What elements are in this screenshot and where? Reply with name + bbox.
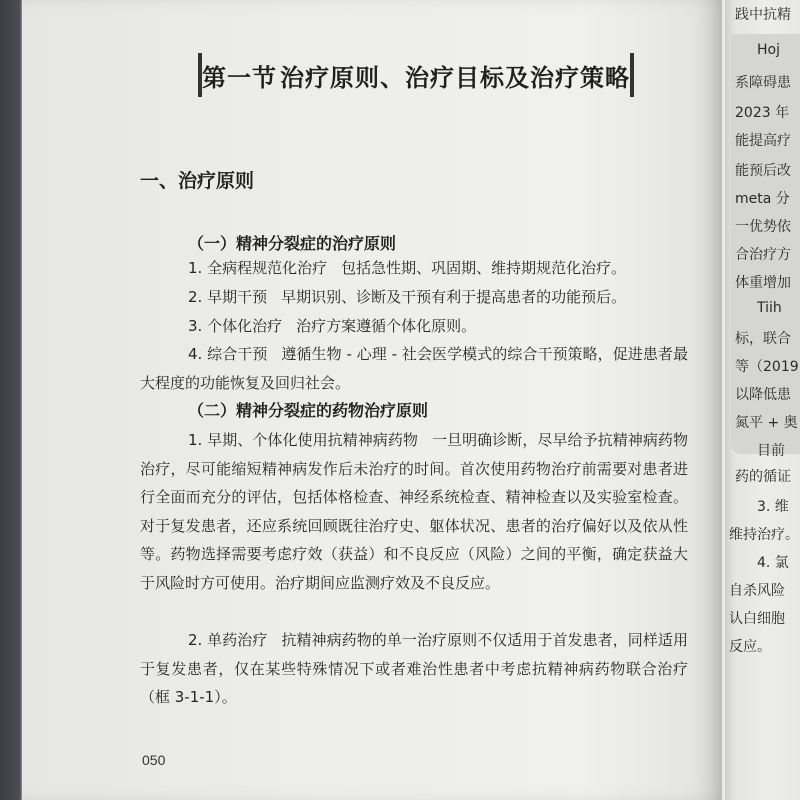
principle-text: 早期识别、诊断及干预有利于提高患者的功能预后。 bbox=[281, 288, 627, 306]
drug-principle-item bbox=[140, 426, 688, 598]
drug-principle-label: 1. 早期、个体化使用抗精神病药物 bbox=[188, 431, 418, 449]
sub-heading-drug-principles: （二）精神分裂症的药物治疗原则 bbox=[188, 401, 429, 420]
fragment: 践中抗精 bbox=[735, 7, 791, 23]
right-page bbox=[725, 0, 800, 800]
principle-label: 2. 早期干预 bbox=[188, 288, 268, 306]
principle-item bbox=[140, 283, 688, 312]
fragment: 维持治疗。 bbox=[729, 527, 799, 543]
sub-heading-schizophrenia-principles: （一）精神分裂症的治疗原则 bbox=[188, 234, 397, 253]
principle-text: 包括急性期、巩固期、维持期规范化治疗。 bbox=[341, 259, 627, 277]
fragment: 合治疗方 bbox=[735, 247, 791, 263]
fragment: 目前 bbox=[757, 443, 785, 459]
principle-label: 3. 个体化治疗 bbox=[188, 317, 283, 335]
fragment: 反应。 bbox=[729, 639, 771, 655]
drug-principle-item bbox=[140, 626, 688, 712]
page-number: 050 bbox=[142, 752, 166, 768]
drug-principle-text: 抗精神病药物的单一治疗原则不仅适用于首发患者，同样适用于复发患者，仅在某些特殊情况下或者难治性患者中考虑抗精神病药物联合治疗（框 3-1-1）。 bbox=[140, 631, 688, 707]
fragment: 系障碍患 bbox=[735, 75, 791, 91]
section-number: 第一节 bbox=[202, 63, 277, 92]
principle-label: 4. 综合干预 bbox=[188, 345, 268, 363]
fragment: 能预后改 bbox=[735, 163, 791, 179]
fragment: 以降低患 bbox=[735, 387, 791, 403]
fragment: Hoj bbox=[757, 42, 780, 58]
principle-label: 1. 全病程规范化治疗 bbox=[188, 259, 328, 277]
section-name: 治疗原则、治疗目标及治疗策略 bbox=[280, 63, 630, 92]
fragment: 氮平 + 奥 bbox=[735, 415, 798, 431]
left-page bbox=[22, 0, 722, 800]
section-title bbox=[198, 53, 634, 97]
fragment: 标，联合 bbox=[735, 331, 791, 347]
fragment: 3. 维 bbox=[757, 499, 789, 515]
fragment: 一优势依 bbox=[735, 219, 791, 235]
principle-text: 治疗方案遵循个体化原则。 bbox=[296, 317, 477, 335]
fragment: 4. 氯 bbox=[757, 555, 789, 571]
fragment: Tiih bbox=[757, 300, 782, 316]
heading-treatment-principles: 一、治疗原则 bbox=[140, 170, 255, 192]
fragment: meta 分 bbox=[735, 191, 790, 207]
fragment: 药的循证 bbox=[735, 469, 791, 485]
fragment: 2023 年 bbox=[735, 105, 790, 121]
fragment: 能提高疗 bbox=[735, 133, 791, 149]
principle-item bbox=[140, 254, 688, 283]
principle-item bbox=[140, 312, 688, 341]
fragment: 体重增加 bbox=[735, 275, 791, 291]
fragment: 认白细胞 bbox=[729, 611, 785, 627]
fragment: 自杀风险 bbox=[729, 583, 785, 599]
principle-text: 遵循生物 - 心理 - 社会医学模式的综合干预策略，促进患者最大程度的功能恢复及回归社会。 bbox=[140, 345, 688, 392]
drug-principle-text: 一旦明确诊断，尽早给予抗精神病药物治疗，尽可能缩短精神病发作后未治疗的时间。首次使用药物治疗前需要对患者进行全面而充分的评估，包括体格检查、神经系统检查、精神检查以及实验室检查。对于复发患者，还应系统回顾既往治疗史、躯体状况、患者的治疗偏好以及依从性等。药物选择需要考虑疗效（获益）和不良反应（风险）之间的平衡，确定获益大于风险时方可使用。治疗期间应监测疗效及不良反应。 bbox=[140, 431, 688, 592]
principle-item bbox=[140, 340, 688, 397]
drug-principle-label: 2. 单药治疗 bbox=[188, 631, 268, 649]
fragment: 等（2019 bbox=[735, 359, 799, 375]
